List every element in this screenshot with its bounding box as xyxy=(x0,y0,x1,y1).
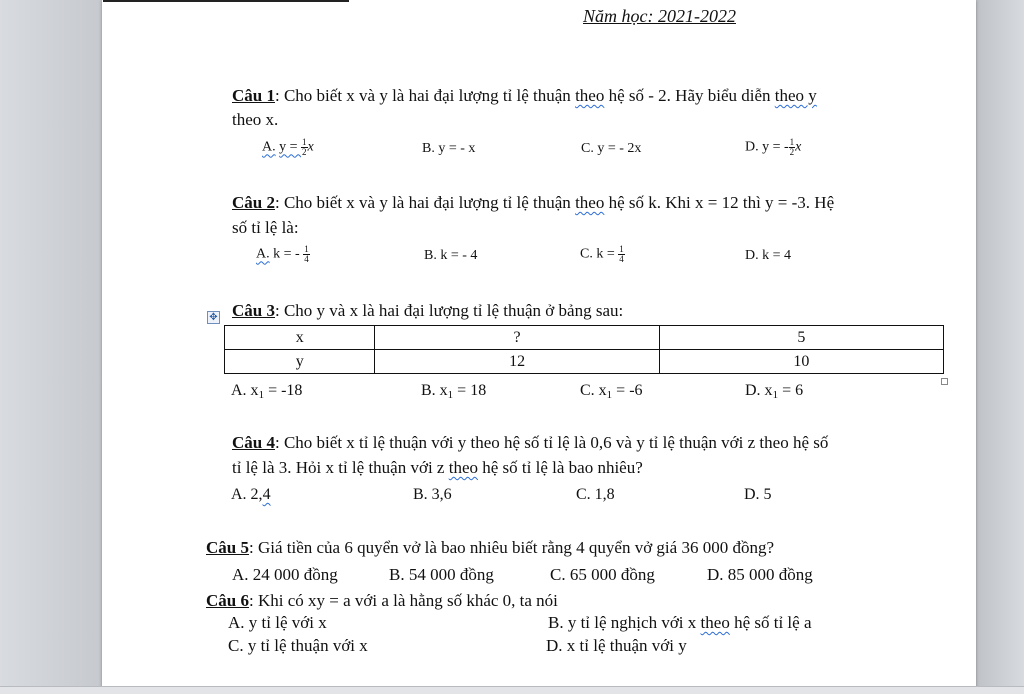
q1-text: Câu 1: Cho biết x và y là hai đại lượng tỉ lệ thuận theo hệ số - 2. Hãy biểu diễn theo y xyxy=(232,86,817,105)
school-year: Năm học: 2021-2022 xyxy=(583,6,736,26)
q3-option-a[interactable]: A. $x_1 = -18$ xyxy=(231,382,303,401)
q6-text: Câu 6: Khi có xy = a với a là hằng số khác 0, ta nói xyxy=(206,591,558,610)
q3-option-b[interactable]: B. $x_1 = 18$ xyxy=(421,382,487,401)
table-cell[interactable]: 12 xyxy=(375,350,659,374)
right-scroll-area[interactable] xyxy=(976,0,1024,693)
q2-label: Câu 2 xyxy=(232,193,275,212)
q3-label: Câu 3 xyxy=(232,301,275,320)
q1-label: Câu 1 xyxy=(232,86,275,105)
table-cell[interactable]: x xyxy=(225,326,375,350)
table-row xyxy=(225,350,944,374)
left-gutter xyxy=(0,0,102,693)
table-cell[interactable]: ? xyxy=(375,326,659,350)
table-move-icon[interactable]: ✥ xyxy=(207,311,220,324)
q2-text: Câu 2: Cho biết x và y là hai đại lượng tỉ lệ thuận theo hệ số k. Khi x = 12 thì y = -3. Hệ xyxy=(232,193,835,212)
q6-option-a[interactable]: A. y tỉ lệ với x xyxy=(228,613,327,632)
q2-option-a[interactable]: A. k = - $\frac{1}{4}$ xyxy=(256,244,309,264)
table-resize-handle[interactable] xyxy=(941,378,948,385)
q1-d-fraction: $\frac{1}{2}$ xyxy=(789,137,795,157)
q1-option-c[interactable]: C. y = - 2x xyxy=(581,141,642,156)
q4-label: Câu 4 xyxy=(232,433,275,452)
q6-label: Câu 6 xyxy=(206,591,249,610)
q1-a-fraction: $\frac{1}{2}$ xyxy=(302,137,307,157)
q4-option-c[interactable]: C. 1,8 xyxy=(576,486,615,503)
q2-option-c[interactable]: C. k = $\frac{1}{4}$ xyxy=(580,244,624,264)
q5-option-a[interactable]: A. 24 000 đồng xyxy=(232,565,338,584)
q3-option-c[interactable]: C. $x_1 = -6$ xyxy=(580,382,643,401)
q1-option-d[interactable]: D. y = - $\frac{1}{2}$ x xyxy=(745,137,802,157)
q6-option-b[interactable]: B. y tỉ lệ nghịch với x theo hệ số tỉ lệ a xyxy=(548,613,812,632)
q5-option-d[interactable]: D. 85 000 đồng xyxy=(707,565,813,584)
q5-label: Câu 5 xyxy=(206,538,249,557)
q4-text: Câu 4: Cho biết x tỉ lệ thuận với y theo hệ số tỉ lệ là 0,6 và y tỉ lệ thuận với z theo hệ số xyxy=(232,433,829,452)
q5-option-c[interactable]: C. 65 000 đồng xyxy=(550,565,655,584)
q1-option-b[interactable]: B. y = - x xyxy=(422,141,476,156)
q4-option-a[interactable]: A. 2,4 xyxy=(231,486,271,503)
q4-option-d[interactable]: D. 5 xyxy=(744,486,772,503)
q2-c-fraction: $\frac{1}{4}$ xyxy=(619,244,624,264)
q3-text: Câu 3: Cho y và x là hai đại lượng tỉ lệ thuận ở bảng sau: xyxy=(232,301,624,320)
header-rule xyxy=(103,0,349,2)
q2-option-b[interactable]: B. k = - 4 xyxy=(424,248,478,263)
q2-a-fraction: $\frac{1}{4}$ xyxy=(304,244,309,264)
q4-text-line2: tỉ lệ là 3. Hỏi x tỉ lệ thuận với z theo hệ số tỉ lệ là bao nhiêu? xyxy=(232,458,643,477)
q5-option-b[interactable]: B. 54 000 đồng xyxy=(389,565,494,584)
q6-option-c[interactable]: C. y tỉ lệ thuận với x xyxy=(228,636,368,655)
q3-option-d[interactable]: D. $x_1 = 6$ xyxy=(745,382,804,401)
q2-option-d[interactable]: D. k = 4 xyxy=(745,248,792,263)
table-row xyxy=(225,326,944,350)
table-cell[interactable]: 10 xyxy=(659,350,943,374)
q2-text-line2: số tỉ lệ là: xyxy=(232,218,299,237)
q5-text: Câu 5: Giá tiền của 6 quyển vở là bao nhiêu biết rằng 4 quyển vở giá 36 000 đồng? xyxy=(206,538,775,557)
q3-table xyxy=(224,325,944,374)
table-cell[interactable]: y xyxy=(225,350,375,374)
q6-option-d[interactable]: D. x tỉ lệ thuận với y xyxy=(546,636,687,655)
q1-text-line2: theo x. xyxy=(232,110,279,129)
q4-option-b[interactable]: B. 3,6 xyxy=(413,486,452,503)
table-cell[interactable]: 5 xyxy=(659,326,943,350)
q1-option-a[interactable]: A. y = $\frac{1}{2}$ x xyxy=(262,137,314,157)
